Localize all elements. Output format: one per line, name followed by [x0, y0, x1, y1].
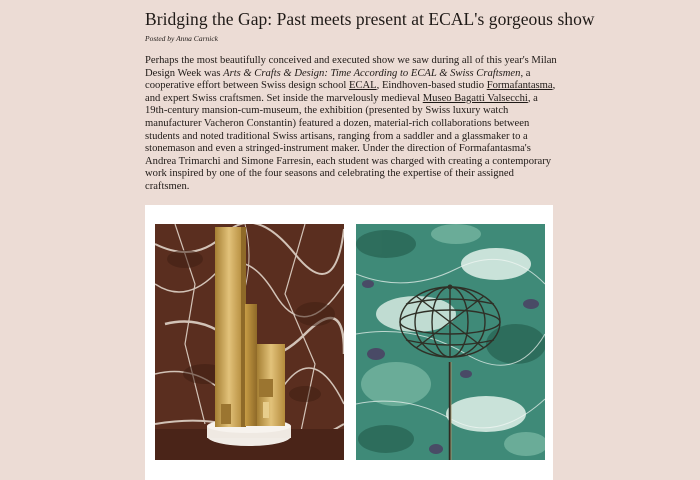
article-byline: Posted by Anna Carnick: [145, 34, 218, 43]
link-museo-bagatti-valsecchi[interactable]: Museo Bagatti Valsecchi: [422, 92, 528, 104]
image-gallery: [145, 205, 553, 480]
body-text-1: Perhaps the most beautifully conceived and executed show we saw during all of this year's Milan Design Week was: [145, 55, 557, 79]
gallery-image-gold-towers: [155, 224, 344, 460]
gold-towers-illustration: [155, 224, 344, 460]
article-body: [145, 55, 560, 194]
exhibition-title: Arts & Crafts & Design: Time According to ECAL & Swiss Craftsmen: [223, 67, 521, 79]
gallery-image-wire-sphere: [356, 224, 545, 460]
wire-sphere-illustration: [356, 224, 545, 460]
body-text-4: , and expert Swiss craftsmen. Set inside the marvelously medieval: [145, 80, 556, 104]
body-text-2: , a cooperative effort between Swiss design school: [145, 67, 531, 92]
link-ecal[interactable]: ECAL: [348, 80, 377, 92]
body-text-3: , Eindhoven-based studio: [376, 80, 487, 92]
body-text-5: , a 19th-century mansion-cum-museum, the exhibition (presented by Swiss luxury watch manufacturer Vacheron Constantin) featured a dozen, material-rich collaborations between students and noted traditional Swiss artisans, ranging from a saddler and a glassmaker to a stonemason and even a stringed-instrument maker. Under the direction of Formafantasma's Andrea Trimarchi and Simone Farresin, each student was charged with creating a contemporary work inspired by one of the four seasons and celebrating the expertise of their assigned craftsmen.: [145, 92, 552, 192]
link-formafantasma[interactable]: Formafantasma: [486, 80, 553, 92]
article-title: Bridging the Gap: Past meets present at ECAL's gorgeous show: [145, 9, 595, 29]
